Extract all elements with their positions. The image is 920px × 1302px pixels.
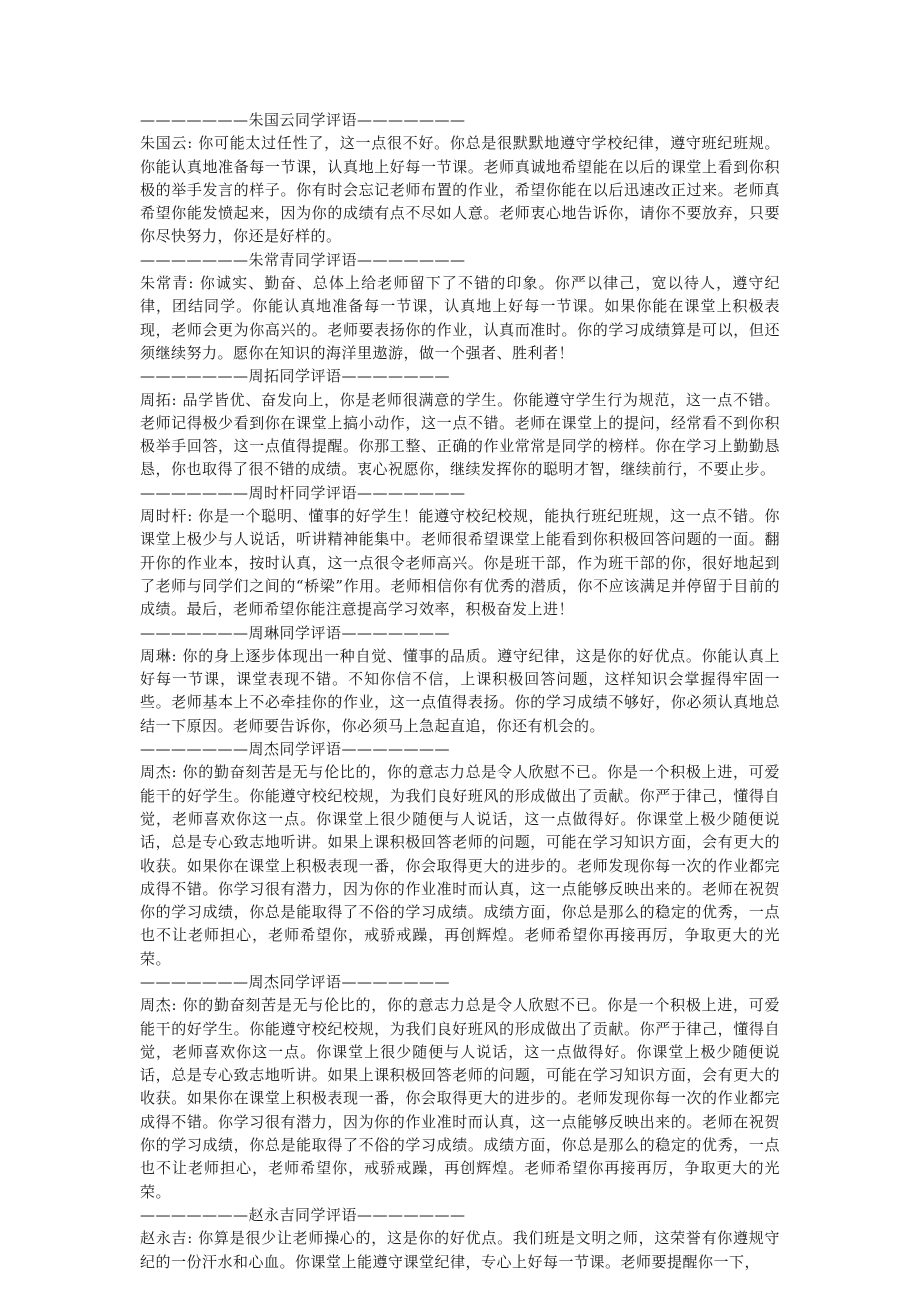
comment-paragraph: 赵永吉: 你算是很少让老师操心的，这是你的好优点。我们班是文明之师，这荣誉有你遵规守纪的一份汗水和心血。你课堂上能遵守课堂纪律，专心上好每一节课。老师要提醒你一下， xyxy=(140,1229,780,1271)
section-heading: ———————周拓同学评语——————— xyxy=(140,367,451,386)
comment-section xyxy=(140,622,780,738)
comment-paragraph: 朱国云: 你可能太过任性了，这一点很不好。你总是很默默地遵守学校纪律，遵守班纪班规。你能认真地准备每一节课，认真地上好每一节课。老师真诚地希望能在以后的课堂上看到你积极的举手发言的样子。你有时会忘记老师布置的作业，希望你能在以后迅速改正过来。老师真希望你能发愤起来，因为你的成绩有点不尽如人意。老师衷心地告诉你，请你不要放弃，只要你尽快努力，你还是好样的。 xyxy=(140,134,780,246)
document-body xyxy=(140,109,780,1274)
comment-paragraph: 周杰: 你的勤奋刻苦是无与伦比的，你的意志力总是令人欣慰不已。你是一个积极上进，可爱能干的好学生。你能遵守校纪校规，为我们良好班风的形成做出了贡献。你严于律己，懂得自觉，老师喜欢你这一点。你课堂上很少随便与人说话，这一点做得好。你课堂上极少随便说话，总是专心致志地听讲。如果上课积极回答老师的问题，可能在学习知识方面，会有更大的收获。如果你在课堂上积极表现一番，你会取得更大的进步的。老师发现你每一次的作业都完成得不错。你学习很有潜力，因为你的作业准时而认真，这一点能够反映出来的。老师在祝贺你的学习成绩，你总是能取得了不俗的学习成绩。成绩方面，你总是那么的稳定的优秀，一点也不让老师担心，老师希望你，戒骄戒躁，再创辉煌。老师希望你再接再厉，争取更大的光荣。 xyxy=(140,996,780,1201)
section-heading: ———————周杰同学评语——————— xyxy=(140,972,451,991)
comment-section xyxy=(140,109,780,249)
section-heading: ———————周琳同学评语——————— xyxy=(140,623,451,642)
comment-paragraph: 周拓: 品学皆优、奋发向上，你是老师很满意的学生。你能遵守学生行为规范，这一点不错。老师记得极少看到你在课堂上搞小动作，这一点不错。老师在课堂上的提问，经常看不到你积极举手回答，这一点值得提醒。你那工整、正确的作业常常是同学的榜样。你在学习上勤勤恳恳，你也取得了很不错的成绩。衷心祝愿你，继续发挥你的聪明才智，继续前行，不要止步。 xyxy=(140,390,780,479)
comment-paragraph: 朱常青: 你诚实、勤奋、总体上给老师留下了不错的印象。你严以律己，宽以待人，遵守纪律，团结同学。你能认真地准备每一节课，认真地上好每一节课。如果你能在课堂上积极表现，老师会更为你高兴的。老师要表扬你的作业，认真而准时。你的学习成绩算是可以，但还须继续努力。愿你在知识的海洋里遨游，做一个强者、胜利者！ xyxy=(140,274,780,362)
comment-paragraph: 周琳: 你的身上逐步体现出一种自觉、懂事的品质。遵守纪律，这是你的好优点。你能认真上好每一节课，课堂表现不错。不知你信不信，上课积极回答问题，这样知识会掌握得牢固一些。老师基本上不必牵挂你的作业，这一点值得表扬。你的学习成绩不够好，你必须认真地总结一下原因。老师要告诉你，你必须马上急起直追，你还有机会的。 xyxy=(140,646,780,735)
section-heading: ———————朱常青同学评语——————— xyxy=(140,250,466,269)
section-heading: ———————周时杆同学评语——————— xyxy=(140,483,466,502)
comment-paragraph: 周杰: 你的勤奋刻苦是无与伦比的，你的意志力总是令人欣慰不已。你是一个积极上进，可爱能干的好学生。你能遵守校纪校规，为我们良好班风的形成做出了贡献。你严于律己，懂得自觉，老师喜欢你这一点。你课堂上很少随便与人说话，这一点做得好。你课堂上极少随便说话，总是专心致志地听讲。如果上课积极回答老师的问题，可能在学习知识方面，会有更大的收获。如果你在课堂上积极表现一番，你会取得更大的进步的。老师发现你每一次的作业都完成得不错。你学习很有潜力，因为你的作业准时而认真，这一点能够反映出来的。老师在祝贺你的学习成绩，你总是能取得了不俗的学习成绩。成绩方面，你总是那么的稳定的优秀，一点也不让老师担心，老师希望你，戒骄戒躁，再创辉煌。老师希望你再接再厉，争取更大的光荣。 xyxy=(140,763,780,968)
comment-section xyxy=(140,482,780,622)
section-heading: ———————赵永吉同学评语——————— xyxy=(140,1205,466,1224)
comment-section xyxy=(140,738,780,971)
comment-section xyxy=(140,1204,780,1274)
section-heading: ———————周杰同学评语——————— xyxy=(140,740,451,759)
comment-section xyxy=(140,365,780,481)
comment-paragraph: 周时杆: 你是一个聪明、懂事的好学生！能遵守校纪校规，能执行班纪班规，这一点不错。你课堂上极少与人说话，听讲精神能集中。老师很希望课堂上能看到你积极回答问题的一面。翻开你的作业本，按时认真，这一点很令老师高兴。你是班干部，作为班干部的你，很好地起到了老师与同学们之间的“桥梁”作用。老师相信你有优秀的潜质，你不应该满足并停留于目前的成绩。最后，老师希望你能注意提高学习效率，积极奋发上进！ xyxy=(140,507,780,619)
comment-section xyxy=(140,971,780,1204)
section-heading: ———————朱国云同学评语——————— xyxy=(140,111,466,129)
comment-section xyxy=(140,249,780,365)
